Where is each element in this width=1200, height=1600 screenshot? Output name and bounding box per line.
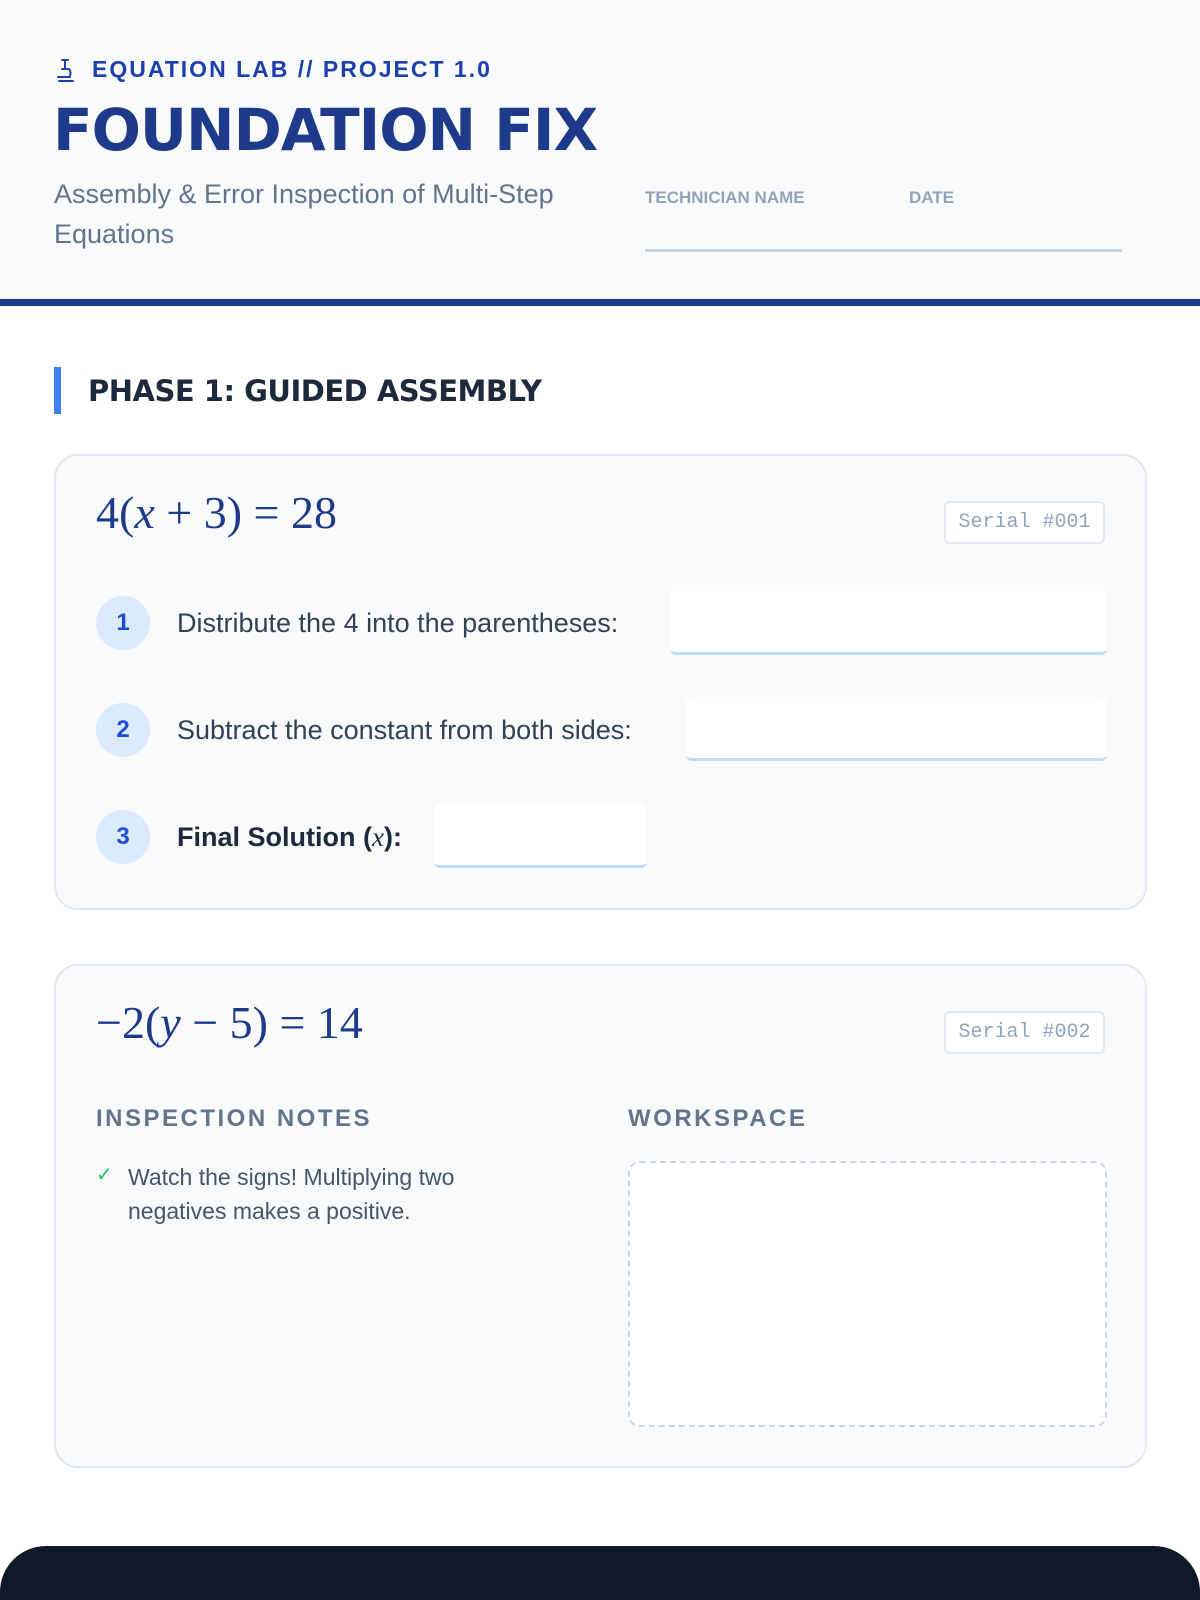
note-text: Watch the signs! Multiplying two negatives makes a positive. (128, 1164, 455, 1224)
step-1 (96, 596, 618, 650)
date-label: DATE (909, 188, 955, 207)
step-label: Subtract the constant from both sides: (177, 714, 632, 745)
step-label: Distribute the 4 into the parentheses: (177, 607, 619, 638)
inspection-note (96, 1160, 538, 1228)
inspection-notes-label: INSPECTION NOTES (96, 1105, 373, 1132)
step-3 (96, 810, 402, 864)
step-number: 3 (96, 810, 150, 864)
problem-card-1 (54, 454, 1147, 910)
microscope-icon (54, 57, 78, 83)
problem-card-2 (54, 964, 1147, 1468)
page-title: FOUNDATION FIX (53, 96, 598, 164)
project-kicker (54, 56, 492, 83)
workspace-label: WORKSPACE (628, 1105, 808, 1132)
final-solution-input[interactable] (434, 804, 647, 868)
name-date-line[interactable] (645, 249, 1122, 252)
serial-badge: Serial #001 (944, 501, 1105, 544)
step-2 (96, 703, 632, 757)
worksheet-header (0, 0, 1200, 306)
equation-1: 4(x + 3) = 28 (96, 487, 337, 538)
check-icon: ✓ (96, 1164, 113, 1186)
workspace-area[interactable] (628, 1161, 1107, 1427)
step-label: Final Solution (x): (177, 821, 402, 852)
step-number: 2 (96, 703, 150, 757)
step-2-answer-input[interactable] (686, 697, 1107, 761)
phase-heading: PHASE 1: GUIDED ASSEMBLY (54, 367, 541, 414)
equation-2: −2(y − 5) = 14 (96, 997, 363, 1048)
footer-bar (0, 1546, 1200, 1600)
kicker-text: EQUATION LAB // PROJECT 1.0 (92, 56, 492, 82)
technician-name-label: TECHNICIAN NAME (645, 188, 805, 207)
step-1-answer-input[interactable] (670, 591, 1107, 655)
page-subtitle: Assembly & Error Inspection of Multi-Step Equations (54, 179, 554, 249)
step-number: 1 (96, 596, 150, 650)
serial-badge: Serial #002 (944, 1011, 1105, 1054)
